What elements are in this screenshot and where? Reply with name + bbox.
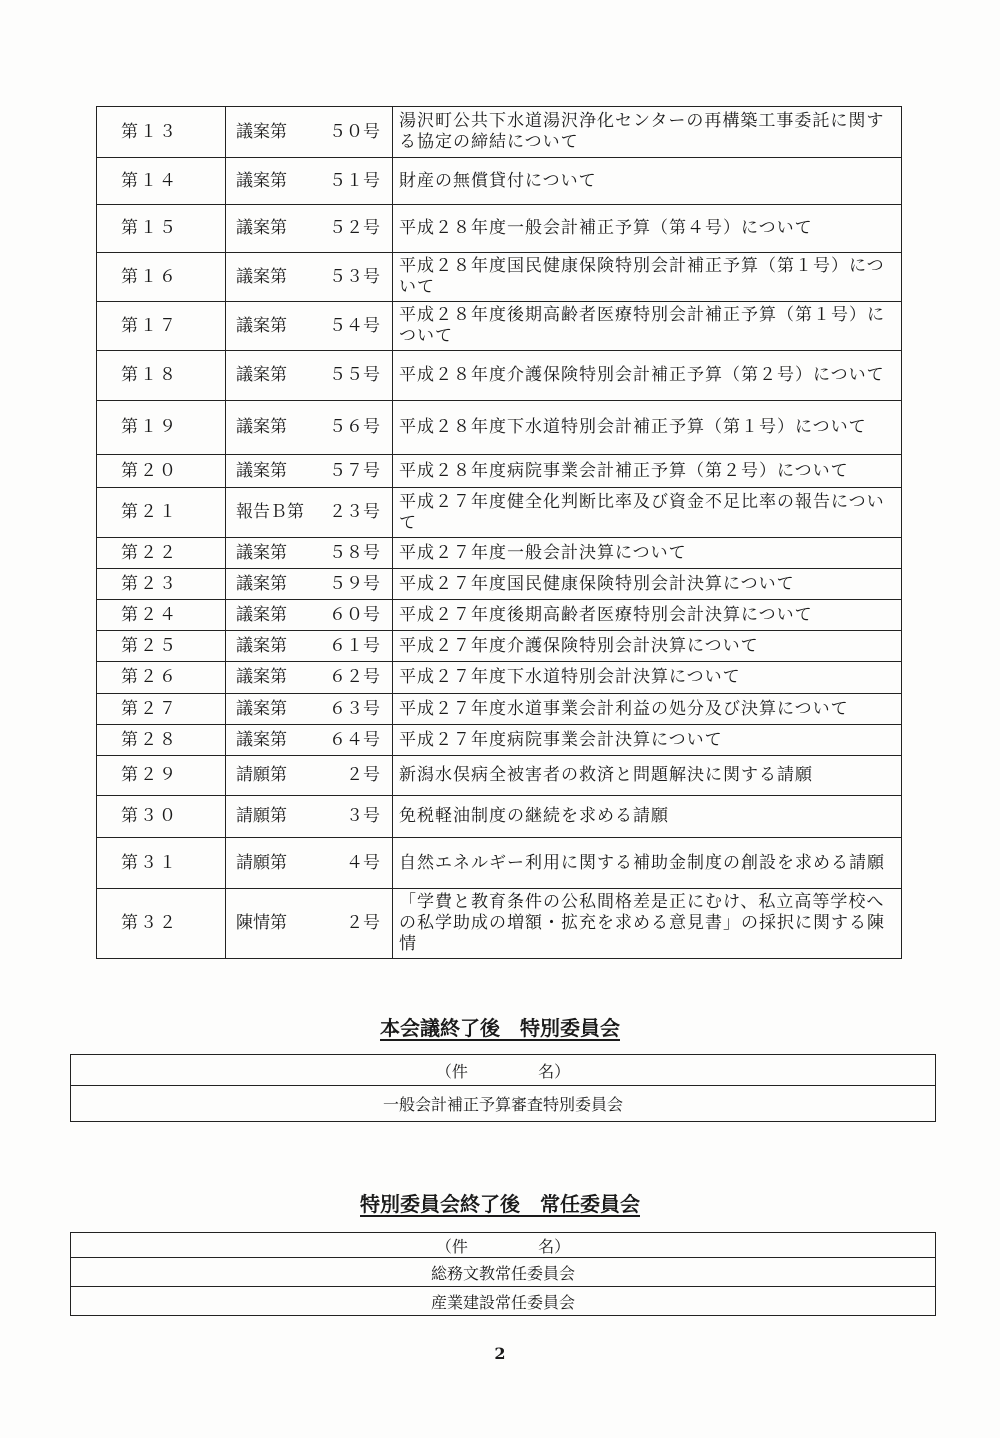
bill-no: ５３号	[329, 266, 380, 287]
section2-header-cell	[71, 1233, 936, 1258]
section2-header-row	[71, 1233, 936, 1258]
bill-kind: 議案第	[236, 542, 287, 563]
bill-number	[226, 302, 393, 351]
agenda-item-title: 平成２８年度病院事業会計補正予算（第２号）について	[393, 455, 902, 488]
agenda-row	[97, 488, 902, 538]
agenda-item-number: 第１６	[97, 253, 226, 302]
agenda-row	[97, 401, 902, 455]
agenda-item-title: 平成２７年度介護保険特別会計決算について	[393, 631, 902, 662]
agenda-row	[97, 538, 902, 569]
agenda-item-number: 第２３	[97, 569, 226, 600]
agenda-row	[97, 600, 902, 631]
agenda-row	[97, 694, 902, 725]
bill-no: ５７号	[329, 460, 380, 481]
agenda-item-title: 平成２７年度下水道特別会計決算について	[393, 662, 902, 694]
bill-no: ５５号	[329, 365, 380, 385]
bill-kind: 報告Ｂ第	[236, 502, 304, 522]
agenda-row	[97, 725, 902, 756]
agenda-item-title: 平成２７年度後期高齢者医療特別会計決算について	[393, 600, 902, 631]
bill-number	[226, 253, 393, 302]
bill-kind: 議案第	[236, 170, 287, 191]
agenda-item-number: 第１３	[97, 107, 226, 158]
bill-number	[226, 107, 393, 158]
bill-no: ６２号	[329, 667, 380, 687]
bill-kind: 議案第	[236, 365, 287, 385]
agenda-item-title: 平成２７年度水道事業会計利益の処分及び決算について	[393, 694, 902, 725]
bill-kind: 議案第	[236, 667, 287, 687]
agenda-item-title: 平成２７年度一般会計決算について	[393, 538, 902, 569]
bill-kind: 請願第	[236, 852, 287, 873]
bill-no: ３号	[346, 806, 380, 826]
agenda-item-number: 第２１	[97, 488, 226, 538]
bill-number	[226, 694, 393, 725]
section1-header-row	[71, 1055, 936, 1086]
agenda-row	[97, 351, 902, 401]
bill-kind: 議案第	[236, 635, 287, 656]
bill-no: ５０号	[329, 121, 380, 142]
bill-no: ２号	[346, 913, 380, 933]
agenda-row	[97, 756, 902, 796]
bill-kind: 議案第	[236, 315, 287, 336]
agenda-row	[97, 569, 902, 600]
section2-item-row	[71, 1287, 936, 1316]
agenda-row	[97, 889, 902, 959]
agenda-item-title: 平成２８年度後期高齢者医療特別会計補正予算（第１号）について	[393, 302, 902, 351]
bill-number	[226, 455, 393, 488]
section1-header-left: （件	[435, 1061, 468, 1081]
section1-header-cell	[71, 1055, 936, 1086]
agenda-row	[97, 838, 902, 889]
bill-number	[226, 756, 393, 796]
agenda-item-title: 平成２８年度一般会計補正予算（第４号）について	[393, 205, 902, 253]
agenda-item-number: 第２０	[97, 455, 226, 488]
bill-number	[226, 205, 393, 253]
bill-number	[226, 796, 393, 838]
bill-number	[226, 538, 393, 569]
agenda-item-title: 平成２７年度健全化判断比率及び資金不足比率の報告について	[393, 488, 902, 538]
agenda-item-number: 第１４	[97, 158, 226, 205]
agenda-row	[97, 107, 902, 158]
section2-header-right: 名）	[538, 1236, 571, 1256]
section1-item-row	[71, 1086, 936, 1122]
agenda-item-number: 第１７	[97, 302, 226, 351]
section1-item: 一般会計補正予算審査特別委員会	[71, 1086, 936, 1122]
agenda-row	[97, 158, 902, 205]
bill-number	[226, 351, 393, 401]
agenda-row	[97, 455, 902, 488]
bill-no: ２号	[346, 765, 380, 785]
agenda-item-number: 第２２	[97, 538, 226, 569]
agenda-item-title: 財産の無償貸付について	[393, 158, 902, 205]
bill-no: ６３号	[329, 698, 380, 719]
bill-no: ６４号	[329, 729, 380, 750]
agenda-item-number: 第２４	[97, 600, 226, 631]
agenda-item-title: 平成２８年度下水道特別会計補正予算（第１号）について	[393, 401, 902, 455]
bill-number	[226, 488, 393, 538]
section1-header-right: 名）	[538, 1061, 571, 1081]
agenda-row	[97, 662, 902, 694]
section2-item: 総務文教常任委員会	[71, 1258, 936, 1287]
page-number: 2	[494, 1344, 506, 1363]
bill-no: ５６号	[329, 417, 380, 437]
agenda-item-number: 第２９	[97, 756, 226, 796]
section1-table	[70, 1054, 936, 1122]
agenda-item-number: 第２６	[97, 662, 226, 694]
section2-table	[70, 1232, 936, 1316]
agenda-item-number: 第２５	[97, 631, 226, 662]
section2-heading	[0, 1188, 1000, 1217]
section2-item-row	[71, 1258, 936, 1287]
agenda-item-title: 新潟水俣病全被害者の救済と問題解決に関する請願	[393, 756, 902, 796]
bill-kind: 議案第	[236, 460, 287, 481]
section1-heading-text: 本会議終了後 特別委員会	[380, 1016, 620, 1040]
agenda-item-number: 第１５	[97, 205, 226, 253]
agenda-row	[97, 631, 902, 662]
bill-number	[226, 569, 393, 600]
agenda-item-title: 免税軽油制度の継続を求める請願	[393, 796, 902, 838]
bill-no: ６１号	[329, 635, 380, 656]
bill-no: ５９号	[329, 573, 380, 594]
bill-kind: 請願第	[236, 765, 287, 785]
bill-number	[226, 838, 393, 889]
bill-no: ４号	[346, 852, 380, 873]
bill-no: ６０号	[329, 604, 380, 625]
bill-number	[226, 401, 393, 455]
agenda-item-title: 平成２８年度介護保険特別会計補正予算（第２号）について	[393, 351, 902, 401]
bill-number	[226, 631, 393, 662]
bill-number	[226, 600, 393, 631]
bill-number	[226, 158, 393, 205]
agenda-item-number: 第１９	[97, 401, 226, 455]
bill-kind: 議案第	[236, 729, 287, 750]
bill-kind: 議案第	[236, 266, 287, 287]
agenda-item-number: 第２７	[97, 694, 226, 725]
bill-kind: 議案第	[236, 573, 287, 594]
bill-kind: 議案第	[236, 218, 287, 238]
bill-kind: 陳情第	[236, 913, 287, 933]
agenda-row	[97, 796, 902, 838]
agenda-table	[96, 106, 902, 959]
agenda-item-number: 第２８	[97, 725, 226, 756]
agenda-item-title: 自然エネルギー利用に関する補助金制度の創設を求める請願	[393, 838, 902, 889]
section1-heading	[0, 1012, 1000, 1041]
agenda-item-number: 第３１	[97, 838, 226, 889]
section2-header-left: （件	[435, 1236, 468, 1256]
agenda-item-number: 第１８	[97, 351, 226, 401]
bill-kind: 議案第	[236, 121, 287, 142]
agenda-item-number: 第３０	[97, 796, 226, 838]
agenda-item-number: 第３２	[97, 889, 226, 959]
bill-kind: 請願第	[236, 806, 287, 826]
bill-no: ５２号	[329, 218, 380, 238]
agenda-row	[97, 205, 902, 253]
bill-no: ５８号	[329, 542, 380, 563]
bill-kind: 議案第	[236, 417, 287, 437]
section2-heading-text: 特別委員会終了後 常任委員会	[360, 1192, 640, 1216]
bill-no: ２３号	[329, 502, 380, 522]
bill-no: ５４号	[329, 315, 380, 336]
bill-kind: 議案第	[236, 698, 287, 719]
bill-no: ５１号	[329, 170, 380, 191]
agenda-item-title: 平成２８年度国民健康保険特別会計補正予算（第１号）について	[393, 253, 902, 302]
agenda-item-title: 湯沢町公共下水道湯沢浄化センターの再構築工事委託に関する協定の締結について	[393, 107, 902, 158]
bill-number	[226, 725, 393, 756]
bill-number	[226, 662, 393, 694]
bill-kind: 議案第	[236, 604, 287, 625]
section2-item: 産業建設常任委員会	[71, 1287, 936, 1316]
agenda-item-title: 平成２７年度国民健康保険特別会計決算について	[393, 569, 902, 600]
agenda-row	[97, 302, 902, 351]
agenda-item-title: 平成２７年度病院事業会計決算について	[393, 725, 902, 756]
bill-number	[226, 889, 393, 959]
agenda-row	[97, 253, 902, 302]
agenda-item-title: 「学費と教育条件の公私間格差是正にむけ、私立高等学校への私学助成の増額・拡充を求める意見書」の採択に関する陳情	[393, 889, 902, 959]
